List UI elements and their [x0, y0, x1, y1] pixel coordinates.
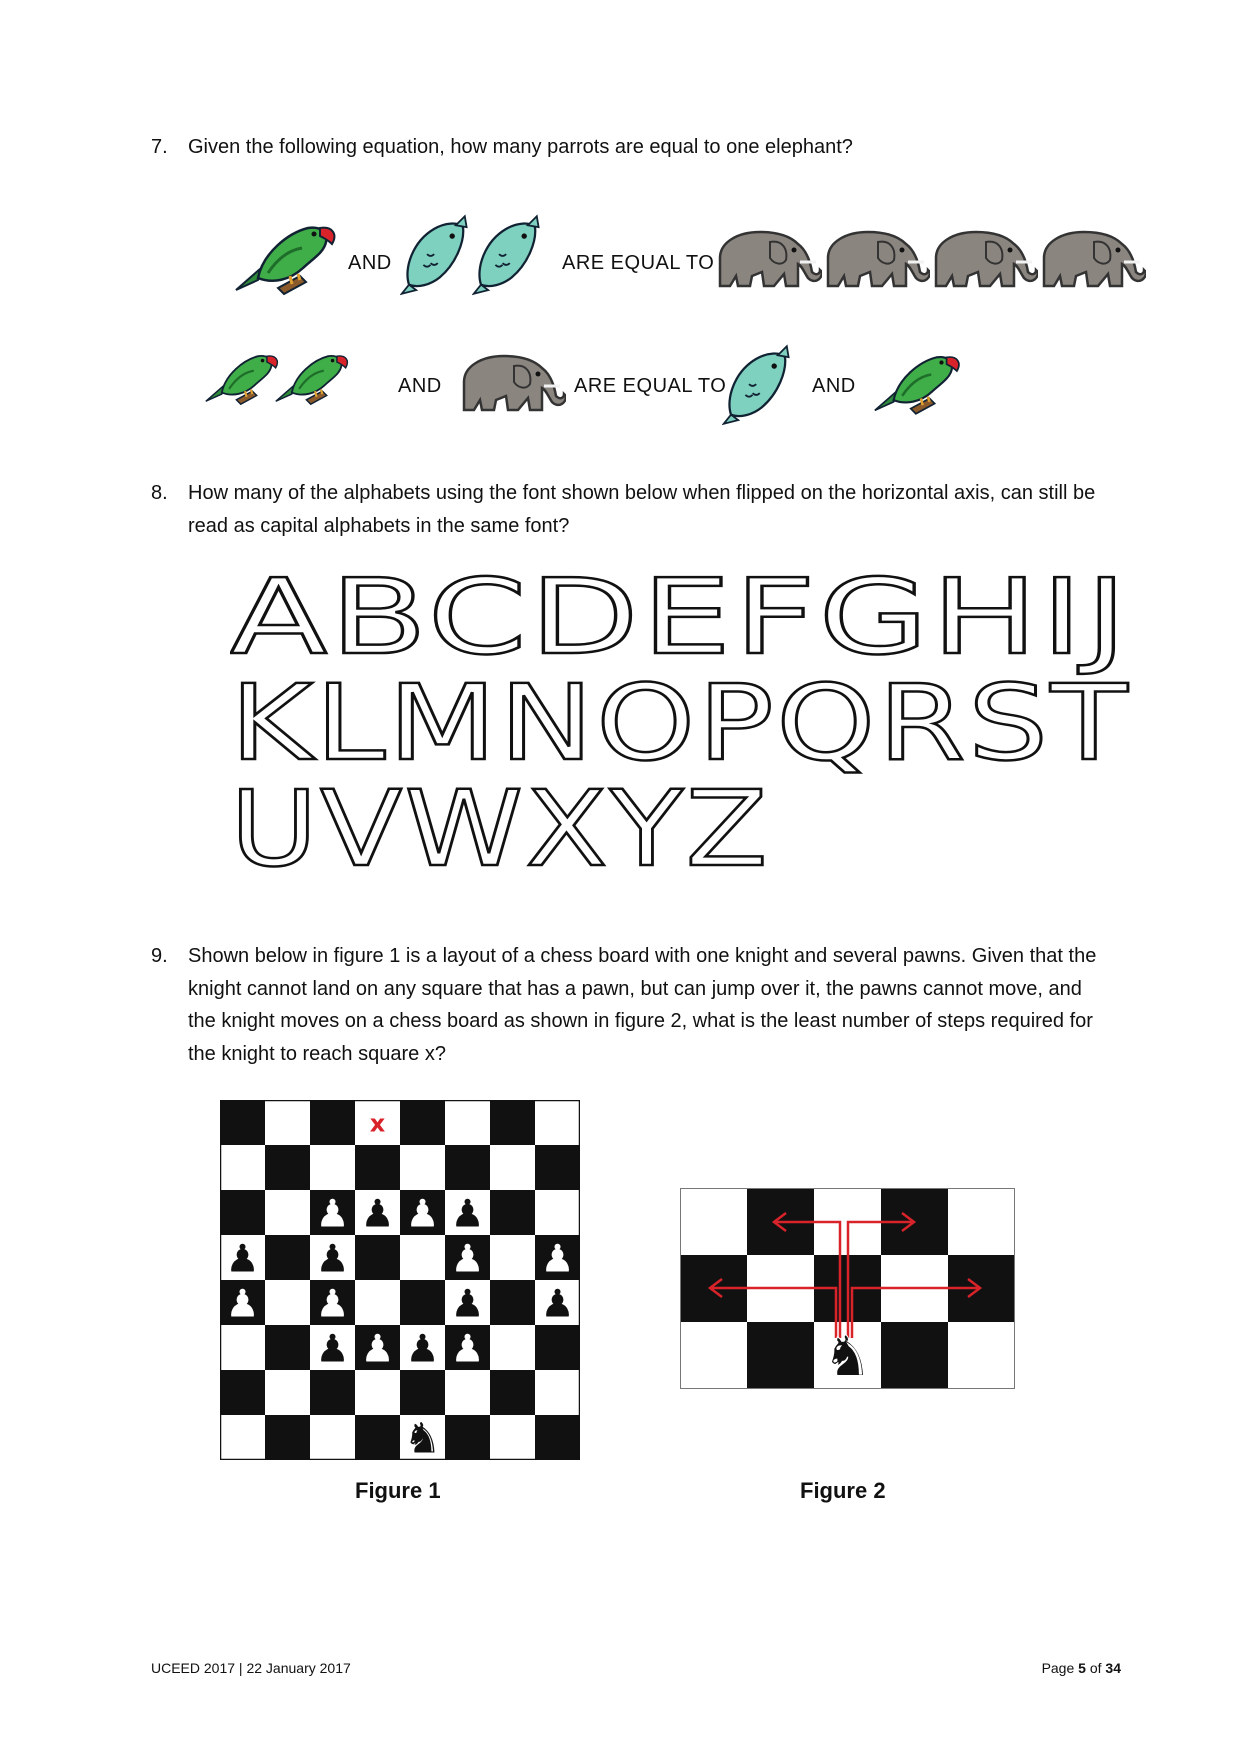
question-8 — [151, 477, 1101, 542]
board-square — [265, 1415, 310, 1460]
alphabet-row: ABCDEFGHIJ — [230, 565, 1130, 678]
elephant-icon — [820, 226, 930, 296]
footer-left: UCEED 2017 | 22 January 2017 — [151, 1660, 351, 1676]
board-square — [535, 1100, 580, 1145]
board-square — [535, 1145, 580, 1190]
elephant-icon — [1036, 226, 1146, 296]
board-square — [490, 1415, 535, 1460]
board-square — [400, 1370, 445, 1415]
board-square — [265, 1235, 310, 1280]
board-square — [490, 1280, 535, 1325]
question-number: 9. — [151, 945, 168, 967]
pawn-piece: ♟ — [315, 1281, 350, 1326]
and-label: AND — [398, 375, 442, 397]
board-square — [948, 1188, 1015, 1255]
question-text: Shown below in figure 1 is a layout of a chess board with one knight and several pawns. Given that the knight cannot land on any square that has a pawn, but can jump over it, the pawns cannot move, and the knight moves on a chess board as shown in figure 2, what is the least number of steps required for the knight to reach square x? — [188, 945, 1097, 1065]
board-square — [400, 1235, 445, 1280]
pawn-piece: ♟ — [450, 1281, 485, 1326]
pawn-piece: ♟ — [450, 1326, 485, 1371]
equation-row-2 — [200, 330, 980, 440]
question-text: Given the following equation, how many parrots are equal to one elephant? — [188, 136, 853, 158]
pawn-piece: ♟ — [450, 1236, 485, 1281]
pawn-piece: ♟ — [360, 1191, 395, 1236]
board-square — [265, 1190, 310, 1235]
board-square — [535, 1370, 580, 1415]
pawn-piece: ♟ — [315, 1191, 350, 1236]
board-square — [400, 1145, 445, 1190]
figure-2-caption: Figure 2 — [800, 1478, 886, 1503]
board-square — [400, 1100, 445, 1145]
page-prefix: Page — [1041, 1660, 1079, 1676]
board-square — [220, 1325, 265, 1370]
alphabet-row: UVWXYZ — [230, 768, 770, 875]
board-square — [535, 1415, 580, 1460]
board-square — [490, 1370, 535, 1415]
elephant-icon — [456, 350, 566, 420]
pawn-piece: ♟ — [450, 1191, 485, 1236]
board-square — [220, 1145, 265, 1190]
target-square-x: x — [369, 1109, 386, 1138]
board-square — [490, 1235, 535, 1280]
pawn-piece: ♟ — [405, 1191, 440, 1236]
question-number: 8. — [151, 482, 168, 504]
board-square — [490, 1145, 535, 1190]
board-square — [265, 1145, 310, 1190]
are-equal-to-label: ARE EQUAL TO — [562, 252, 715, 274]
board-square — [490, 1100, 535, 1145]
board-square — [680, 1188, 747, 1255]
board-square — [445, 1370, 490, 1415]
board-square — [265, 1370, 310, 1415]
board-square — [355, 1415, 400, 1460]
board-square — [265, 1100, 310, 1145]
question-number: 7. — [151, 136, 168, 158]
pawn-piece: ♟ — [360, 1326, 395, 1371]
board-square — [310, 1100, 355, 1145]
board-square — [535, 1190, 580, 1235]
knight-move-figure-2 — [680, 1188, 1015, 1389]
fish-icon — [722, 344, 794, 426]
knight-piece: ♞ — [822, 1324, 873, 1389]
are-equal-to-label: ARE EQUAL TO — [574, 375, 727, 397]
page-number — [1042, 1660, 1121, 1676]
elephant-icon — [712, 226, 822, 296]
board-square — [220, 1370, 265, 1415]
board-square — [747, 1322, 814, 1389]
board-square — [355, 1145, 400, 1190]
parrot-icon — [270, 344, 350, 412]
board-square — [881, 1322, 948, 1389]
pawn-piece: ♟ — [540, 1281, 575, 1326]
and-label: AND — [348, 252, 392, 274]
pawn-piece: ♟ — [315, 1326, 350, 1371]
board-square — [445, 1145, 490, 1190]
board-square — [220, 1415, 265, 1460]
board-square — [265, 1325, 310, 1370]
chess-board-figure-1 — [220, 1100, 580, 1460]
board-square — [220, 1100, 265, 1145]
parrot-icon — [200, 344, 280, 412]
parrot-icon — [868, 348, 962, 418]
question-9 — [151, 940, 1101, 1070]
page-current: 5 — [1078, 1660, 1086, 1676]
board-square — [310, 1415, 355, 1460]
board-square — [310, 1370, 355, 1415]
board-square — [948, 1322, 1015, 1389]
fish-icon — [472, 214, 544, 296]
board-square — [535, 1325, 580, 1370]
question-7 — [151, 131, 1101, 164]
page-middle: of — [1085, 1660, 1106, 1676]
page-total: 34 — [1105, 1660, 1121, 1676]
pawn-piece: ♟ — [540, 1236, 575, 1281]
equation-row-1 — [228, 206, 1158, 306]
board-square — [310, 1145, 355, 1190]
fish-icon — [400, 214, 472, 296]
board-square — [445, 1415, 490, 1460]
elephant-icon — [928, 226, 1038, 296]
board-square — [355, 1370, 400, 1415]
board-square — [490, 1190, 535, 1235]
alphabet-font-sample — [230, 565, 1150, 875]
board-square — [680, 1322, 747, 1389]
pawn-piece: ♟ — [225, 1236, 260, 1281]
board-square — [445, 1100, 490, 1145]
board-square — [265, 1280, 310, 1325]
parrot-icon — [228, 218, 338, 298]
pawn-piece: ♟ — [405, 1326, 440, 1371]
board-square — [400, 1280, 445, 1325]
alphabet-row: KLMNOPQRST — [230, 662, 1130, 784]
board-square — [220, 1190, 265, 1235]
board-square — [355, 1235, 400, 1280]
pawn-piece: ♟ — [315, 1236, 350, 1281]
and-label: AND — [812, 375, 856, 397]
question-text: How many of the alphabets using the font shown below when flipped on the horizontal axis, can still be read as capital alphabets in the same font? — [188, 482, 1096, 537]
pawn-piece: ♟ — [225, 1281, 260, 1326]
board-square — [490, 1325, 535, 1370]
board-square — [355, 1280, 400, 1325]
figure-1-caption: Figure 1 — [355, 1478, 441, 1503]
knight-piece: ♞ — [403, 1413, 442, 1460]
